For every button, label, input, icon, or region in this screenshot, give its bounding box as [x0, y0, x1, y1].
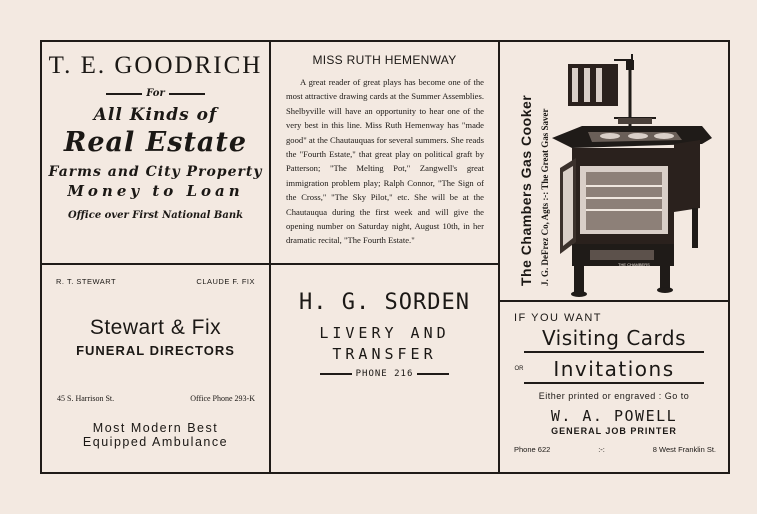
stove-ad: [500, 42, 728, 300]
goodrich-for: [42, 88, 269, 99]
goodrich-money: Money to Loan: [67, 182, 244, 200]
powell-visiting-cards: Visiting Cards: [541, 326, 687, 350]
stewart-subtitle: FUNERAL DIRECTORS: [76, 343, 235, 358]
powell-general: GENERAL JOB PRINTER: [551, 426, 677, 436]
powell-invitations-row: [514, 357, 704, 381]
stewart-contact: [57, 394, 255, 403]
goodrich-farms: Farms and City Property: [48, 164, 263, 180]
left-rule: [106, 93, 142, 95]
goodrich-real-estate: Real Estate: [63, 127, 248, 158]
partner-stewart: R. T. STEWART: [56, 277, 117, 286]
ambulance-line-1: Most Modern Best: [92, 421, 219, 435]
stewart-phone: Office Phone 293-K: [190, 394, 255, 403]
left-rule: [320, 373, 352, 375]
sorden-transfer: TRANSFER: [332, 345, 437, 363]
goodrich-name: T. E. GOODRICH: [48, 52, 263, 79]
powell-if-you-want: IF YOU WANT: [514, 312, 602, 324]
stove-subtitle: J. G. DeFrez Co, Agts :-: The Great Gas Saver: [540, 108, 550, 286]
stewart-address: 45 S. Harrison St.: [57, 394, 115, 403]
advertisement-page: [40, 40, 730, 474]
goodrich-ad: [42, 42, 269, 263]
rule: [524, 382, 704, 384]
powell-invitations: Invitations: [553, 357, 675, 381]
goodrich-all-kinds: All Kinds of: [93, 105, 218, 125]
hemenway-title: MISS RUTH HEMENWAY: [312, 53, 457, 67]
powell-contact: [514, 445, 716, 454]
hemenway-body: A great reader of great plays has become one of the most attractive drawing cards at the Summer Assemblies. Shelbyville will have an opportunity to hear one of the very best in this line. Miss Ruth Hemenway has "made good" at the Chautauquas for several summers. She reads the "Fourth Estate," that great play on political graft by Patterson; "The Melting Pot," Zangwell's great immigration problem play; Ralph Connor, "The Sign of the Cross," "The Sky Pilot," etc. She will be at the Chautauqua during the first week and will give the opening number on Saturday night, August 10th, in her dramatic recital, "The Fourth Estate.": [286, 77, 484, 246]
sorden-livery: LIVERY AND: [319, 324, 450, 342]
powell-or: OR: [514, 366, 524, 372]
goodrich-for-text: For: [146, 88, 165, 99]
right-rule: [169, 93, 205, 95]
powell-ad: [500, 302, 728, 474]
powell-either: Either printed or engraved : Go to: [538, 391, 690, 401]
goodrich-office: Office over First National Bank: [67, 210, 244, 221]
ambulance-line-2: Equipped Ambulance: [82, 435, 229, 449]
stove-oven-label: THE CHAMBERS: [618, 262, 650, 267]
sorden-ad: [271, 265, 498, 474]
powell-name: W. A. POWELL: [550, 407, 678, 425]
right-rule: [417, 373, 449, 375]
stewart-ambulance: [42, 421, 269, 449]
hemenway-article: [271, 42, 498, 263]
gas-stove-illustration: [552, 48, 722, 298]
partner-fix: CLAUDE F. FIX: [196, 277, 255, 286]
sorden-phone-text: PHONE 216: [355, 369, 414, 379]
rule: [524, 351, 704, 353]
stewart-partners: [56, 277, 255, 286]
powell-address: 8 West Franklin St.: [652, 445, 716, 454]
stewart-name: Stewart & Fix: [89, 316, 222, 339]
sorden-name: H. G. SORDEN: [299, 290, 470, 315]
powell-separator: :-:: [598, 445, 605, 454]
stove-title: The Chambers Gas Cooker: [518, 94, 534, 286]
stewart-fix-ad: [42, 265, 269, 474]
powell-phone: Phone 622: [514, 445, 551, 454]
stove-vertical-text: [508, 42, 552, 300]
sorden-phone: [271, 369, 498, 379]
